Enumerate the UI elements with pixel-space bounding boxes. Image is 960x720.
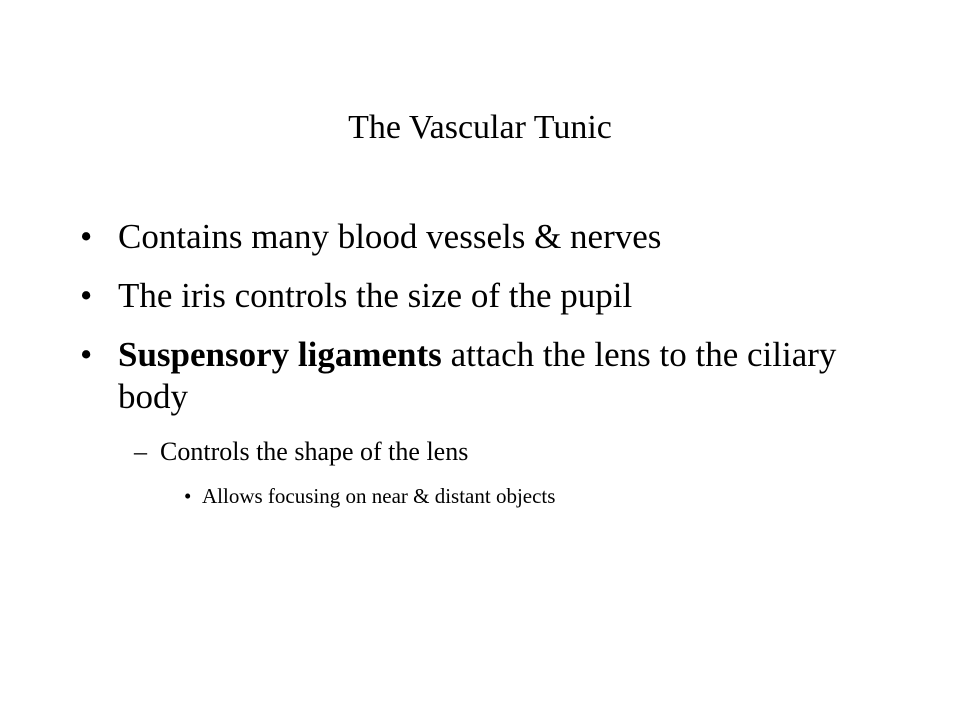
bullet-marker: • <box>80 335 93 374</box>
bullet-item <box>80 216 900 258</box>
slide-title: The Vascular Tunic <box>348 109 612 146</box>
sub-sub-bullet-text: Allows focusing on near & distant objects <box>202 484 556 508</box>
bullet-text: Contains many blood vessels & nerves <box>118 217 662 256</box>
bullet-item <box>80 334 900 418</box>
dash-marker: – <box>134 437 147 466</box>
bullet-marker: • <box>184 484 192 508</box>
sub-bullet-text: Controls the shape of the lens <box>160 437 469 466</box>
sub-bullet-item <box>80 435 900 469</box>
bullet-text: The iris controls the size of the pupil <box>118 276 633 315</box>
bullet-marker: • <box>80 217 93 256</box>
sub-sub-bullet-item <box>80 481 900 511</box>
bullet-bold-term: Suspensory ligaments <box>118 335 442 374</box>
bullet-item <box>80 275 900 317</box>
bullet-marker: • <box>80 276 93 315</box>
bullet-text: attach the lens to the ciliary body <box>118 335 837 416</box>
bullet-list <box>80 216 900 519</box>
